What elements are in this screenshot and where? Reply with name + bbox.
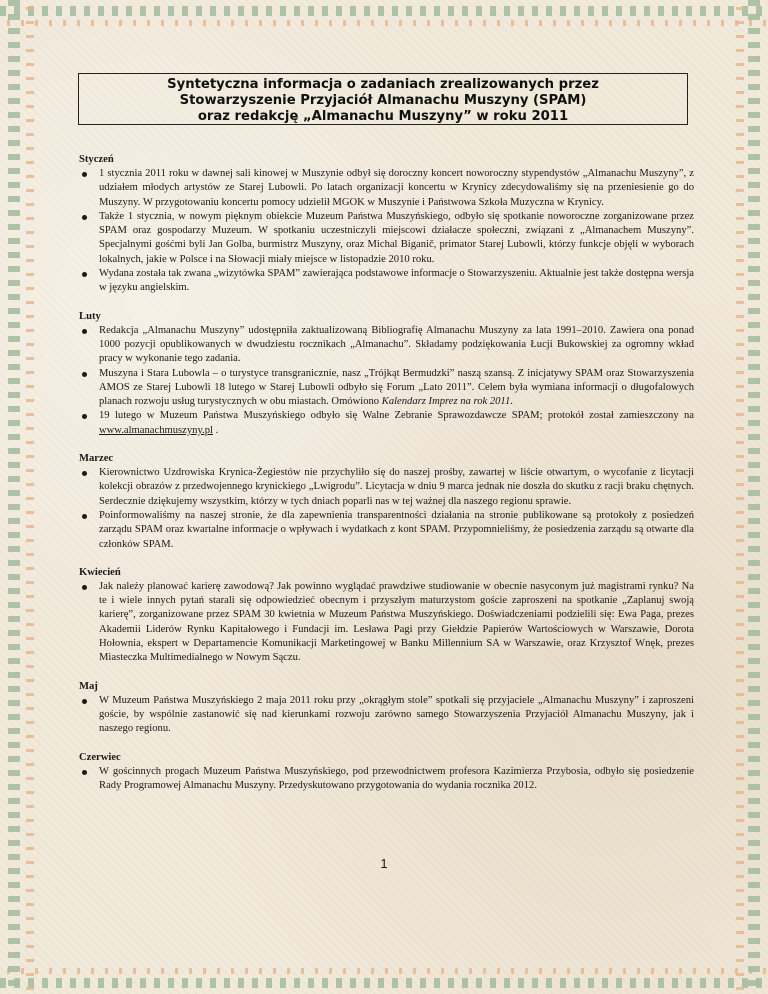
bullet-list xyxy=(79,580,694,666)
list-item-text: Muszyna i Stara Lubowla – o turystyce transgranicznie, nasz „Trójkąt Bermudzki” naszą szansą. Z inicjatywy SPAM oraz Stowarzyszenia AMOS ze Starej Lubowli 18 lutego w Starej Lubowli odbyło się Forum „Lato 2011”. Celem była wymiana informacji o długofalowych planach rozwoju usług turystycznych w obu miastach. Omówiono xyxy=(99,367,694,408)
title-line-3: oraz redakcję „Almanachu Muszyny” w roku 2011 xyxy=(197,109,569,124)
section-maj xyxy=(79,680,694,737)
document-title-box xyxy=(78,73,688,125)
section-czerwiec xyxy=(79,751,694,794)
section-kwiecien xyxy=(79,566,694,666)
decorative-border-right xyxy=(724,0,768,994)
month-heading: Czerwiec xyxy=(79,751,121,763)
list-item: Także 1 stycznia, w nowym pięknym obiekcie Muzeum Państwa Muszyńskiego, odbyło się spotkanie noworoczne zorganizowane przez SPAM oraz gospodarzy Muzeum. W spotkaniu uczestniczyli miejscowi działacze społeczni, związani z „Almanachem Muszyny”. Specjalnymi gośćmi byli Jan Golba, burmistrz Muszyny, oraz Michal Biganič, primator Starej Lubowli, którzy funkcje objęli w wyborach lokalnych, jakie w Polsce i na Słowacji miały miejsce w listopadzie 2010 roku. xyxy=(99,210,694,267)
list-item-tail: . xyxy=(212,424,219,436)
decorative-border-left xyxy=(0,0,44,994)
section-marzec xyxy=(79,452,694,552)
decorative-border-top xyxy=(0,0,768,30)
list-item: Kierownictwo Uzdrowiska Krynica-Żegiestów nie przychyliło się do naszej prośby, zawartej w liście otwartym, o wycofanie z licytacji kolekcji obrazów z przedwojennego krynickiego „Lwigrodu”. Licytacja w dniu 9 marca jednak nie doszła do skutku z racji braku chętnych. Serdecznie dziękujemy wszystkim, którzy w tych dniach poparli nas w tej ważnej dla naszego regionu sprawie. xyxy=(99,466,694,509)
list-item xyxy=(99,367,694,410)
section-luty xyxy=(79,310,694,438)
list-item: Redakcja „Almanachu Muszyny” udostępniła zaktualizowaną Bibliografię Almanachu Muszyny za lata 1991–2010. Zawiera ona ponad 1000 pozycji opublikowanych w dwudziestu rocznikach „Almanachu”. Składamy podziękowania Łucji Bukowskiej za ogromny wkład pracy w wykonanie tego zadania. xyxy=(99,324,694,367)
list-item-text: 19 lutego w Muzeum Państwa Muszyńskiego odbyło się Walne Zebranie Sprawozdawcze SPAM; protokół został zamieszczony na xyxy=(99,410,694,422)
list-item: Poinformowaliśmy na naszej stronie, że dla zapewnienia transparentności działania na stronie publikowane są protokoły z posiedzeń zarządu SPAM oraz kwartalne informacje o wpływach i wydatkach z kont SPAM. Przypomnieliśmy, że posiedzenia zarządu są otwarte dla członków SPAM. xyxy=(99,509,694,552)
calendar-title: Kalendarz Imprez na rok 2011 xyxy=(381,396,511,408)
bullet-list xyxy=(79,765,694,794)
month-heading: Kwiecień xyxy=(79,566,121,578)
title-line-2: Stowarzyszenie Przyjaciół Almanachu Muszyny (SPAM) xyxy=(179,93,587,108)
document-body xyxy=(79,153,694,807)
month-heading: Marzec xyxy=(79,453,114,465)
bullet-list xyxy=(79,167,694,296)
list-item: 1 stycznia 2011 roku w dawnej sali kinowej w Muszynie odbył się doroczny koncert noworoczny stypendystów „Almanachu Muszyny”, z udziałem młodych artystów ze Starej Lubowli. Po latach organizacji koncertu w Krynicy zdecydowaliśmy się na przeniesienie go do Muszyny. W przygotowaniu koncertu pomocy udzielił MGOK w Muszynie i Państwowa Szkoła Muzyczna w Krynicy. xyxy=(99,167,694,210)
list-item: Wydana została tak zwana „wizytówka SPAM” zawierająca podstawowe informacje o Stowarzyszeniu. Aktualnie jest także dostępna wersja w języku angielskim. xyxy=(99,267,694,296)
title-line-1: Syntetyczna informacja o zadaniach zrealizowanych przez xyxy=(167,77,599,92)
list-item-tail: . xyxy=(510,396,513,408)
website-link[interactable]: www.almanachmuszyny.pl xyxy=(99,424,213,436)
list-item xyxy=(99,409,694,438)
month-heading: Styczeń xyxy=(79,154,114,165)
list-item: W Muzeum Państwa Muszyńskiego 2 maja 2011 roku przy „okrągłym stole” spotkali się przyjaciele „Almanachu Muszyny” i zaproszeni goście, by wspólnie zastanowić się nad kierunkami rozwoju zarówno samego Stowarzyszenia Przyjaciół Almanachu Muszyny, jak i naszego regionu. xyxy=(99,694,694,737)
section-styczen xyxy=(79,153,694,296)
bullet-list xyxy=(79,466,694,552)
decorative-border-bottom xyxy=(0,964,768,994)
month-heading: Luty xyxy=(79,310,101,322)
bullet-list xyxy=(79,324,694,438)
month-heading: Maj xyxy=(79,680,98,692)
list-item: Jak należy planować karierę zawodową? Jak powinno wyglądać prawdziwe studiowanie w obecnie nasyconym już magistrami rynku? Na te i wiele innych pytań starali się odpowiedzieć obecnym i przyszłym maturzystom goście zaproszeni na spotkanie „Zaplanuj swoją karierę”, zorganizowane przez SPAM 30 kwietnia w Muzeum Państwa Muszyńskiego. Doświadczeniami podzielili się: Ewa Paga, prezes Akademii Liderów Rynku Kapitałowego i Fundacji im. Lesława Pagi przy Giełdzie Papierów Wartościowych w Warszawie, Dorota Hołownia, ekspert w Departamencie Komunikacji Marketingowej w Banku Millennium SA w Warszawie, oraz Krzysztof Wnęk, prezes Miasteczka Multimedialnego w Nowym Sączu. xyxy=(99,580,694,666)
bullet-list xyxy=(79,694,694,737)
page-number: 1 xyxy=(380,856,388,871)
list-item: W gościnnych progach Muzeum Państwa Muszyńskiego, pod przewodnictwem profesora Kazimierza Przybosia, odbyło się posiedzenie Rady Programowej Almanachu Muszyny. Przedyskutowano przygotowania do wydania rocznika 2012. xyxy=(99,765,694,794)
